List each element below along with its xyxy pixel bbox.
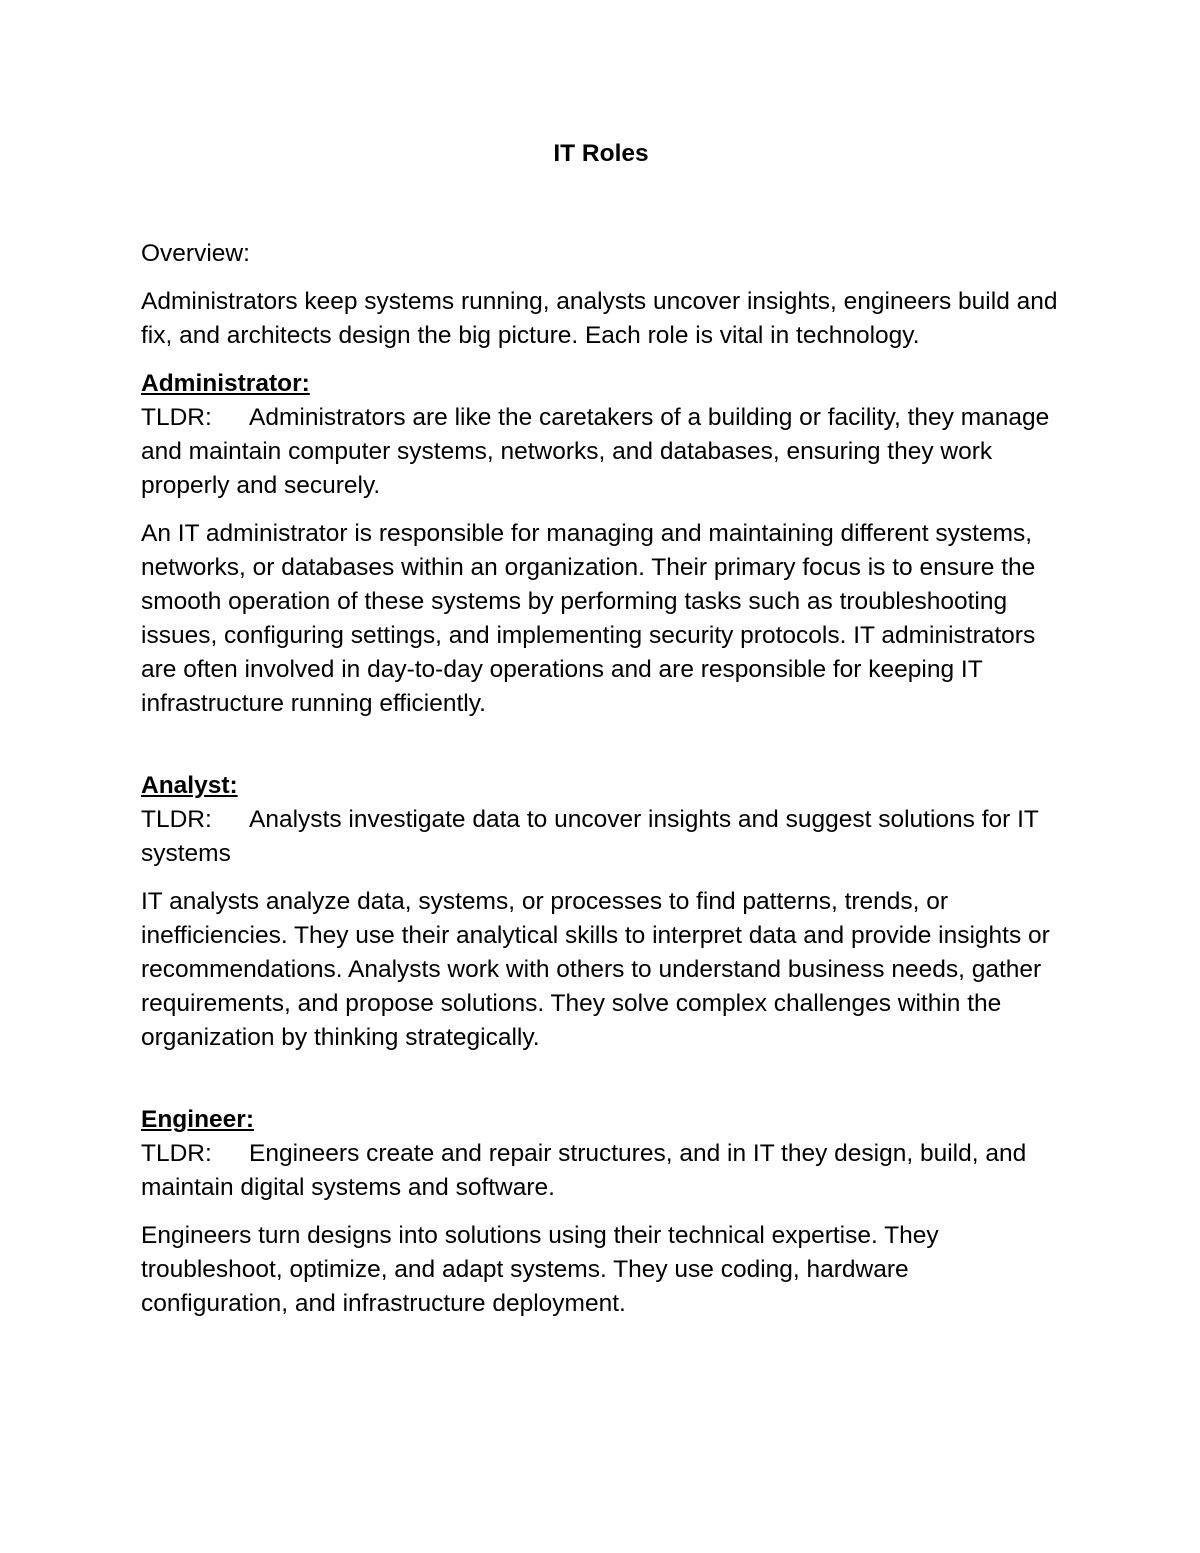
section-engineer [141,1103,1061,1321]
tldr-analyst [141,803,1061,871]
section-heading-analyst: Analyst: [141,772,238,799]
tldr-label: TLDR: [141,404,212,431]
tldr-label: TLDR: [141,806,212,833]
overview-label: Overview: [141,240,250,267]
tldr-engineer [141,1137,1061,1205]
body-analyst: IT analysts analyze data, systems, or processes to find patterns, trends, or inefficiencies. They use their analytical skills to interpret data and provide insights or recommendations. Analysts work with others to understand business needs, gather requirements, and propose solutions. They solve complex challenges within the organization by thinking strategically. [141,888,1050,1051]
document-title: IT Roles [553,140,649,167]
overview-text: Administrators keep systems running, analysts uncover insights, engineers build and fix, and architects design the big picture. Each role is vital in technology. [141,288,1058,349]
tldr-text: Engineers create and repair structures, and in IT they design, build, and maintain digital systems and software. [141,1140,1027,1201]
section-heading-administrator: Administrator: [141,370,310,397]
tldr-label: TLDR: [141,1140,212,1167]
section-heading-engineer: Engineer: [141,1106,254,1133]
tldr-text: Administrators are like the caretakers of a building or facility, they manage and maintain computer systems, networks, and databases, ensuring they work properly and securely. [141,404,1050,499]
section-analyst [141,769,1061,1055]
tldr-text: Analysts investigate data to uncover insights and suggest solutions for IT systems [141,806,1039,867]
document-content [141,137,1061,1321]
section-administrator [141,367,1061,721]
body-administrator: An IT administrator is responsible for managing and maintaining different systems, networks, or databases within an organization. Their primary focus is to ensure the smooth operation of these systems by performing tasks such as troubleshooting issues, configuring settings, and implementing security protocols. IT administrators are often involved in day-to-day operations and are responsible for keeping IT infrastructure running efficiently. [141,520,1036,717]
body-engineer: Engineers turn designs into solutions using their technical expertise. They troubleshoot, optimize, and adapt systems. They use coding, hardware configuration, and infrastructure deployment. [141,1222,939,1317]
tldr-administrator [141,401,1061,503]
